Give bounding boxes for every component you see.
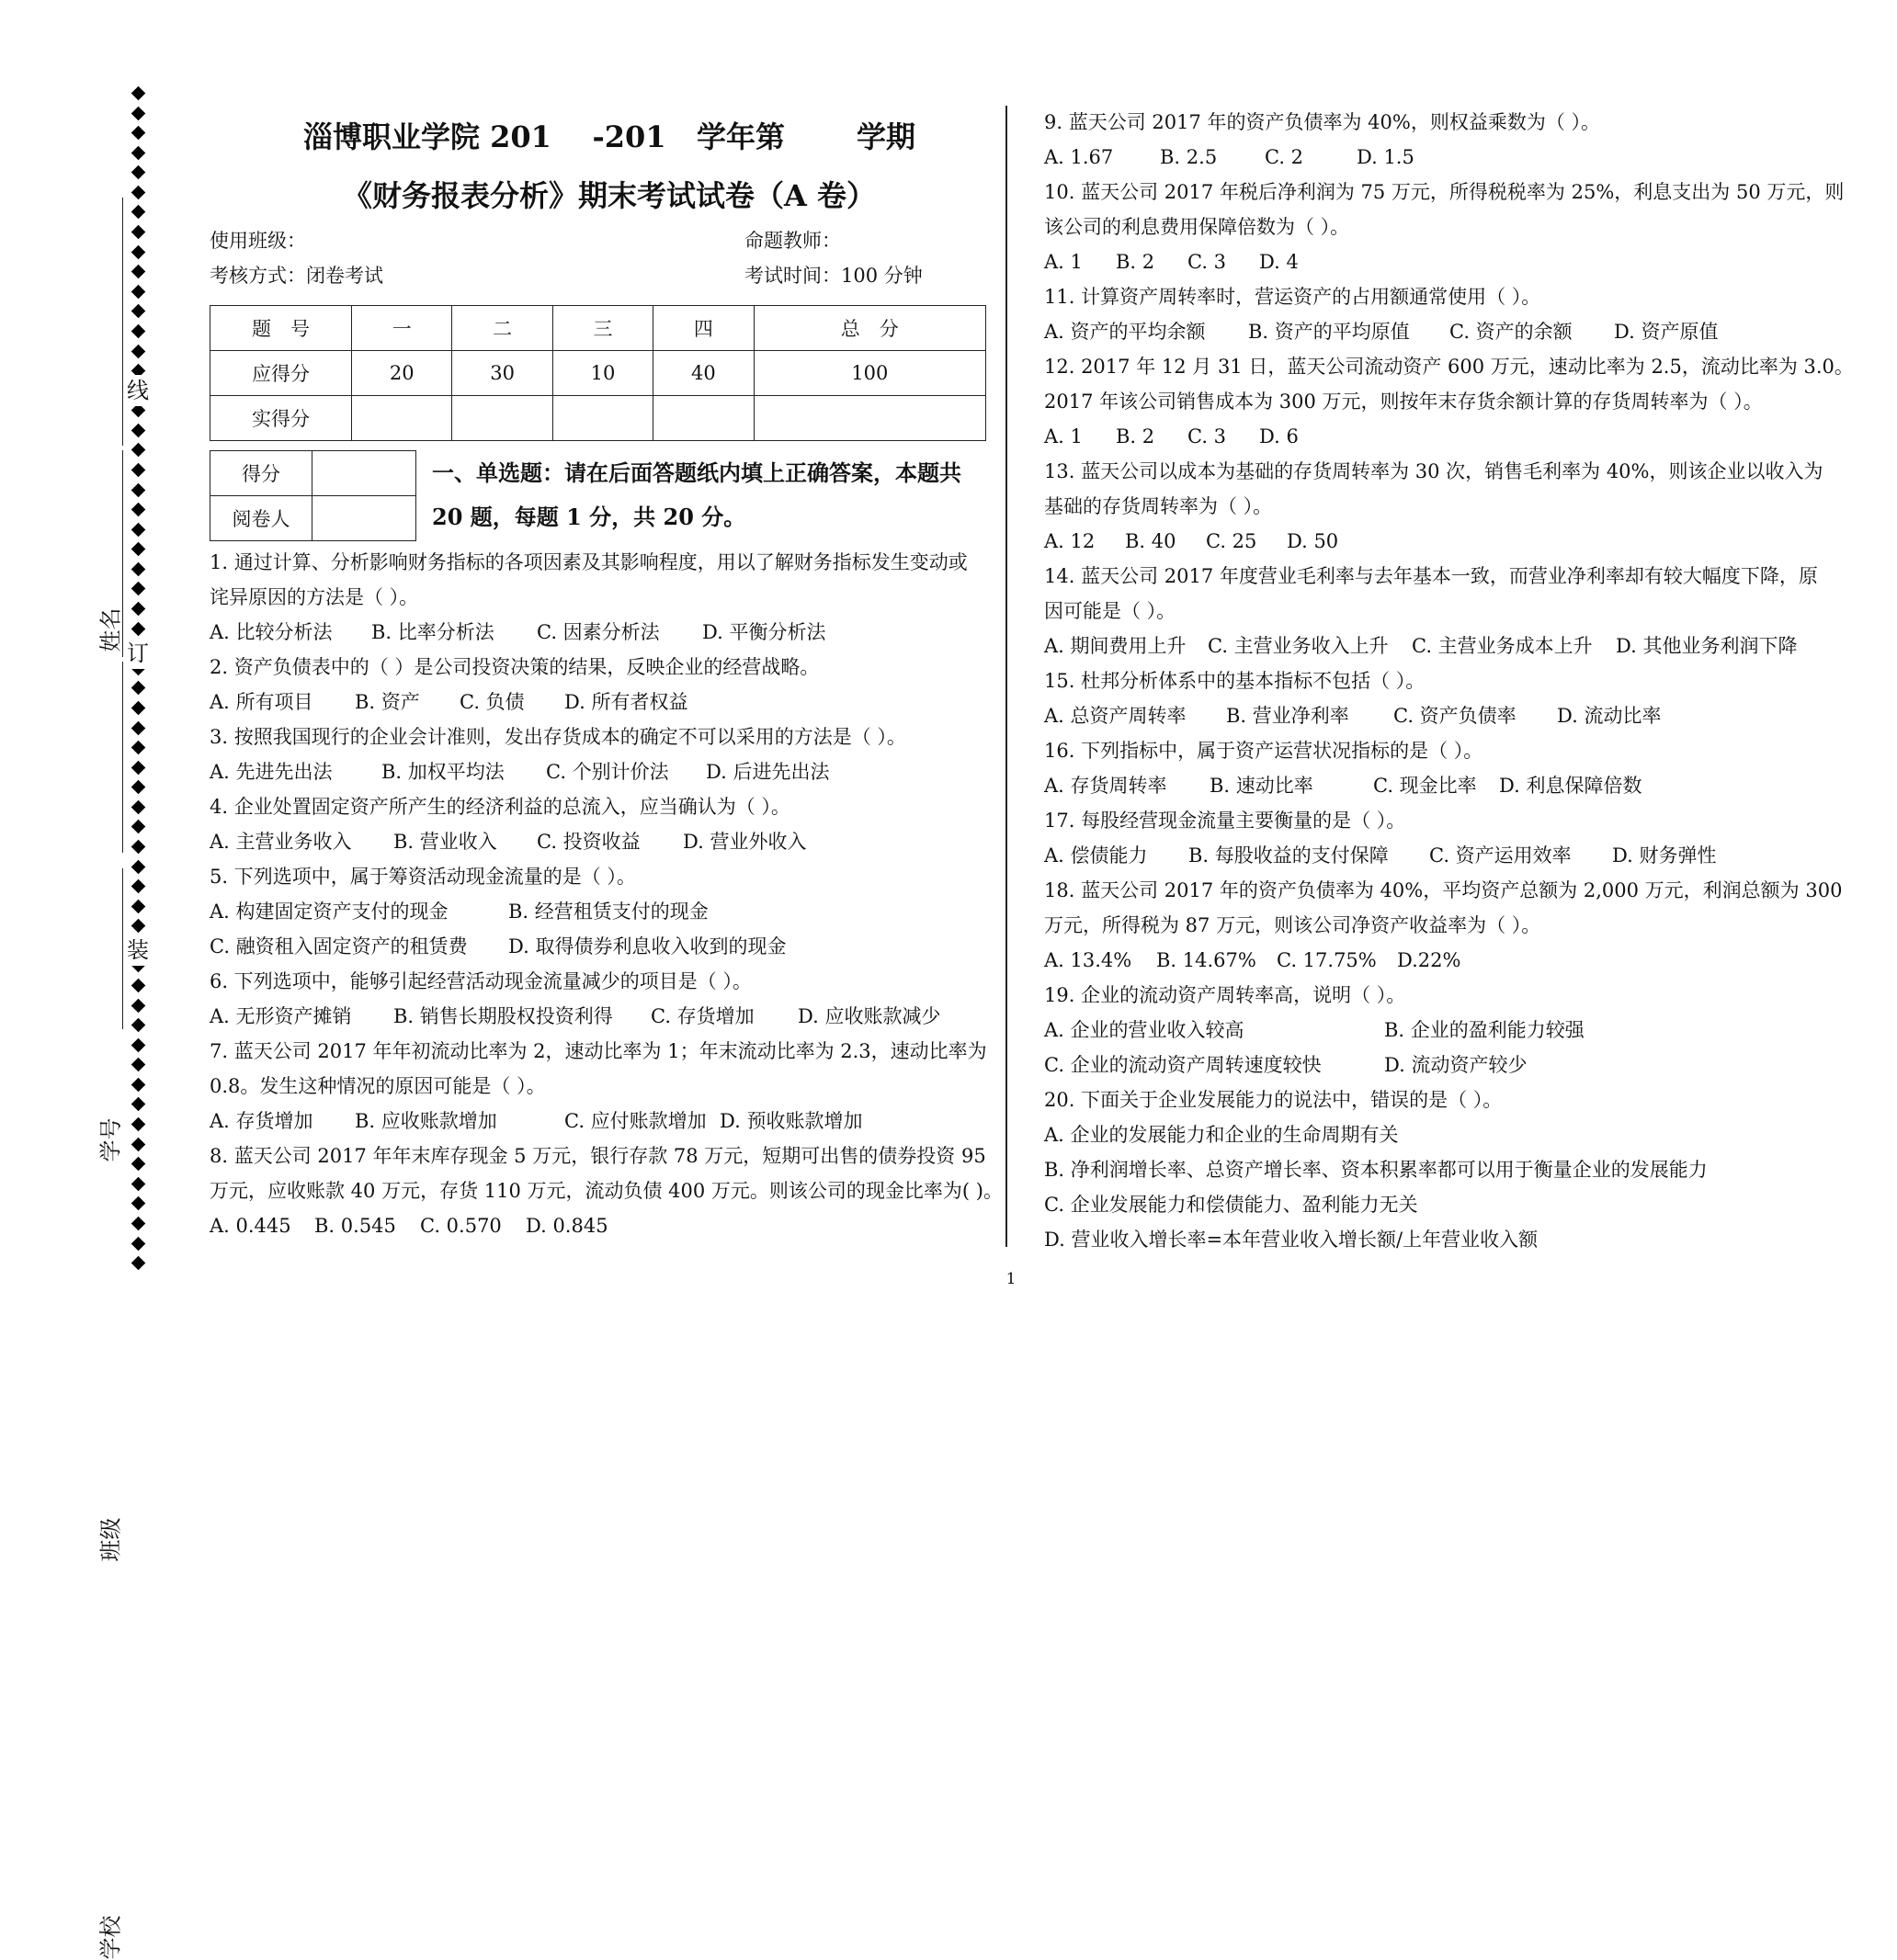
name-label: 姓名 <box>97 607 124 652</box>
answer-option[interactable]: A. 1.67 <box>1044 146 1114 168</box>
question-stem <box>210 719 906 754</box>
answer-option[interactable]: B. 净利润增长率、总资产增长率、资本积累率都可以用于衡量企业的发展能力 <box>1044 1159 1708 1181</box>
binding-diamond <box>131 244 145 259</box>
score-header-cell: 题 号 <box>210 306 352 351</box>
answer-option[interactable]: D. 预收账款增加 <box>720 1110 863 1132</box>
answer-option[interactable]: C. 资产负债率 <box>1393 705 1516 727</box>
answer-option[interactable]: A. 1 <box>1044 251 1083 273</box>
question-text-line: 19. 企业的流动资产周转率高，说明（ ）。 <box>1044 984 1406 1006</box>
answer-option[interactable]: D. 平衡分析法 <box>702 621 826 643</box>
question-text-line: 8. 蓝天公司 2017 年年末库存现金 5 万元，银行存款 78 万元，短期可出售的债券投资 95 <box>210 1145 986 1167</box>
answer-option[interactable]: B. 速动比率 <box>1210 775 1313 797</box>
binding-diamond <box>131 582 145 596</box>
answer-option[interactable]: C. 2 <box>1265 146 1304 168</box>
binding-diamond <box>131 602 145 617</box>
answer-option[interactable]: D.22% <box>1397 949 1461 971</box>
answer-option[interactable]: A. 存货周转率 <box>1044 775 1167 797</box>
answer-option[interactable]: C. 企业发展能力和偿债能力、盈利能力无关 <box>1044 1194 1418 1216</box>
question-stem <box>1044 803 1405 838</box>
answer-option[interactable]: A. 存货增加 <box>210 1110 313 1132</box>
score-header-cell: 一 <box>352 306 452 351</box>
exam-title-line2: 《财务报表分析》期末考试试卷（A 卷） <box>343 178 876 213</box>
answer-option[interactable]: D. 营业外收入 <box>683 831 807 853</box>
binding-diamond <box>131 1117 145 1132</box>
binding-diamond <box>131 265 145 279</box>
score-cell: 40 <box>653 351 754 396</box>
page-number: 1 <box>1005 1270 1017 1288</box>
binding-diamond <box>131 324 145 339</box>
binding-diamond <box>131 225 145 240</box>
answer-option[interactable]: C. 企业的流动资产周转速度较快 <box>1044 1054 1322 1076</box>
binding-diamond <box>131 126 145 141</box>
score-cell: 应得分 <box>210 351 352 396</box>
student-id-field[interactable] <box>88 450 129 1162</box>
answer-option[interactable]: D. 取得债券利息收入收到的现金 <box>508 935 787 957</box>
binding-diamond <box>131 463 145 478</box>
answer-option[interactable]: B. 2 <box>1116 251 1155 273</box>
question-text-line: 因可能是（ ）。 <box>1044 600 1176 622</box>
score-entry-cell[interactable] <box>552 396 653 441</box>
question-text-line: 15. 杜邦分析体系中的基本指标不包括（ ）。 <box>1044 670 1426 692</box>
exam-title-line1: 淄博职业学院 201 -201 学年第 学期 <box>303 119 915 154</box>
answer-option[interactable]: A. 偿债能力 <box>1044 844 1148 867</box>
binding-char-xian: 线 <box>123 375 153 406</box>
question-stem <box>1044 454 1823 524</box>
question-stem <box>210 1034 987 1104</box>
answer-option[interactable]: A. 构建固定资产支付的现金 <box>210 901 449 923</box>
answer-option[interactable]: C. 17.75% <box>1277 949 1377 971</box>
answer-option[interactable]: A. 总资产周转率 <box>1044 705 1187 727</box>
answer-option[interactable]: A. 主营业务收入 <box>210 831 352 853</box>
question-stem <box>1044 349 1854 419</box>
binding-diamond-border <box>131 88 145 1269</box>
score-table-header-row <box>210 306 986 351</box>
question-stem <box>210 545 968 615</box>
score-table-actual-row <box>210 396 986 441</box>
answer-option[interactable]: B. 营业净利率 <box>1226 705 1349 727</box>
answer-option[interactable]: B. 企业的盈利能力较强 <box>1384 1019 1585 1041</box>
answer-option[interactable]: D. 6 <box>1259 425 1299 448</box>
binding-diamond <box>131 1078 145 1093</box>
answer-option[interactable]: B. 14.67% <box>1156 949 1256 971</box>
answer-option[interactable]: B. 销售长期股权投资利得 <box>393 1005 613 1027</box>
question-text-line: 该公司的利息费用保障倍数为（ ）。 <box>1044 216 1350 238</box>
question-text-line: 万元，所得税为 87 万元，则该公司净资产收益率为（ ）。 <box>1044 914 1541 936</box>
question-stem <box>210 964 752 999</box>
question-text-line: 基础的存货周转率为（ ）。 <box>1044 495 1273 517</box>
answer-option[interactable]: A. 无形资产摊销 <box>210 1005 352 1027</box>
binding-diamond <box>131 443 145 458</box>
grade-score-label: 得分 <box>210 451 312 496</box>
answer-option[interactable]: A. 先进先出法 <box>210 761 333 783</box>
answer-option[interactable]: C. 融资租入固定资产的租赁费 <box>210 935 468 957</box>
question-text-line: 5. 下列选项中，属于筹资活动现金流量的是（ ）。 <box>210 866 636 888</box>
answer-option[interactable]: D. 财务弹性 <box>1612 844 1717 867</box>
question-text-line: 0.8。发生这种情况的原因可能是（ ）。 <box>210 1075 546 1097</box>
school-field-line <box>122 868 123 1029</box>
column-divider <box>1005 106 1007 1247</box>
score-entry-cell[interactable] <box>452 396 552 441</box>
grade-score-entry[interactable] <box>312 451 416 496</box>
score-header-cell: 四 <box>653 306 754 351</box>
question-text-line: 14. 蓝天公司 2017 年度营业毛利率与去年基本一致，而营业净利率却有较大幅度下降，原 <box>1044 565 1818 587</box>
name-field-line <box>122 198 123 446</box>
answer-option[interactable]: B. 2.5 <box>1160 146 1218 168</box>
binding-diamond <box>131 542 145 557</box>
question-text-line: 11. 计算资产周转率时，营运资产的占用额通常使用（ ）。 <box>1044 286 1541 308</box>
binding-diamond <box>131 86 145 101</box>
question-stem <box>1044 559 1818 629</box>
question-text-line: 7. 蓝天公司 2017 年年初流动比率为 2，速动比率为 1；年末流动比率为 2.3，速动比率为 <box>210 1040 987 1062</box>
score-cell: 实得分 <box>210 396 352 441</box>
question-text-line: 18. 蓝天公司 2017 年的资产负债率为 40%，平均资产总额为 2,000 万元，利润总额为 300 <box>1044 879 1843 901</box>
question-stem <box>1044 663 1425 698</box>
answer-option[interactable]: A. 企业的发展能力和企业的生命周期有关 <box>1044 1124 1399 1146</box>
student-id-label: 学号 <box>97 1117 124 1162</box>
score-cell: 30 <box>452 351 552 396</box>
score-entry-cell[interactable] <box>754 396 985 441</box>
answer-option[interactable]: B. 2 <box>1116 425 1155 448</box>
answer-option[interactable]: D. 流动资产较少 <box>1384 1054 1528 1076</box>
answer-option[interactable]: C. 因素分析法 <box>537 621 660 643</box>
binding-diamond <box>131 820 145 834</box>
question-stem <box>1044 733 1482 768</box>
question-text-line: 2. 资产负债表中的（ ）是公司投资决策的结果，反映企业的经营战略。 <box>210 656 820 678</box>
question-text-line: 4. 企业处置固定资产所产生的经济利益的总流入，应当确认为（ ）。 <box>210 796 790 818</box>
binding-diamond <box>131 998 145 1013</box>
answer-option[interactable]: A. 所有项目 <box>210 691 313 713</box>
binding-diamond <box>131 780 145 795</box>
question-text-line: 10. 蓝天公司 2017 年税后净利润为 75 万元，所得税税率为 25%，利息支出为 50 万元，则 <box>1044 181 1845 203</box>
answer-option[interactable]: C. 25 <box>1206 530 1257 552</box>
answer-option[interactable]: C. 0.570 <box>420 1215 502 1237</box>
question-text-line: 6. 下列选项中，能够引起经营活动现金流量减少的项目是（ ）。 <box>210 970 752 992</box>
binding-diamond <box>131 562 145 577</box>
score-entry-cell[interactable] <box>653 396 754 441</box>
class-label: 班级 <box>97 1517 124 1562</box>
question-text-line: 12. 2017 年 12 月 31 日，蓝天公司流动资产 600 万元，速动比率为 2.5，流动比率为 3.0。 <box>1044 356 1854 378</box>
binding-diamond <box>131 522 145 537</box>
name-field[interactable] <box>88 198 129 652</box>
score-entry-cell[interactable] <box>352 396 452 441</box>
grade-reviewer-entry[interactable] <box>312 496 416 541</box>
answer-option[interactable]: C. 主营业务收入上升 <box>1208 635 1389 657</box>
binding-diamond <box>131 681 145 696</box>
score-table-expected-row <box>210 351 986 396</box>
binding-diamond <box>131 919 145 934</box>
binding-diamond <box>131 165 145 180</box>
answer-option[interactable]: B. 40 <box>1125 530 1176 552</box>
question-stem <box>1044 873 1842 943</box>
question-stem <box>210 789 790 824</box>
binding-diamond <box>131 1157 145 1172</box>
binding-diamond <box>131 205 145 220</box>
binding-diamond <box>131 760 145 775</box>
answer-option[interactable]: B. 资产的平均原值 <box>1248 321 1410 343</box>
answer-option[interactable]: C. 资产运用效率 <box>1429 844 1572 867</box>
binding-diamond <box>131 1037 145 1052</box>
answer-option[interactable]: A. 期间费用上升 <box>1044 635 1187 657</box>
binding-diamond <box>131 106 145 120</box>
score-cell: 100 <box>754 351 985 396</box>
teacher-info: 命题教师： <box>744 230 841 252</box>
binding-char-zhuang: 装 <box>123 935 153 966</box>
school-label: 学校 <box>97 1915 124 1960</box>
exam-time-info: 考试时间：100 分钟 <box>744 265 923 287</box>
question-stem <box>1044 1082 1502 1117</box>
binding-diamond <box>131 1058 145 1072</box>
binding-diamond <box>131 840 145 855</box>
binding-diamond <box>131 1196 145 1211</box>
binding-diamond <box>131 186 145 200</box>
question-text-line: 2017 年该公司销售成本为 300 万元，则按年末存货余额计算的存货周转率为（ ）。 <box>1044 391 1763 413</box>
section-heading-line2: 20 题，每题 1 分，共 20 分。 <box>432 504 746 530</box>
binding-diamond <box>131 1177 145 1192</box>
answer-option[interactable]: A. 1 <box>1044 425 1083 448</box>
binding-diamond <box>131 701 145 716</box>
answer-option[interactable]: D. 0.845 <box>526 1215 608 1237</box>
binding-diamond <box>131 899 145 913</box>
answer-option[interactable]: C. 3 <box>1187 425 1227 448</box>
answer-option[interactable]: C. 现金比率 <box>1373 775 1477 797</box>
binding-diamond <box>131 304 145 319</box>
score-table <box>210 305 986 441</box>
score-cell: 20 <box>352 351 452 396</box>
answer-option[interactable]: D. 其他业务利润下降 <box>1616 635 1798 657</box>
question-stem <box>210 650 819 685</box>
question-text-line: 万元，应收账款 40 万元，存货 110 万元，流动负债 400 万元。则该公司的现金比率为( )。 <box>210 1180 1003 1202</box>
question-text-line: 17. 每股经营现金流量主要衡量的是（ ）。 <box>1044 810 1406 832</box>
answer-option[interactable]: C. 主营业务成本上升 <box>1412 635 1593 657</box>
section-heading <box>432 451 983 539</box>
binding-diamond <box>131 879 145 894</box>
binding-diamond <box>131 285 145 300</box>
binding-diamond <box>131 621 145 636</box>
answer-option[interactable]: A. 12 <box>1044 530 1096 552</box>
question-stem <box>210 1139 1003 1208</box>
answer-option[interactable]: C. 投资收益 <box>537 831 641 853</box>
question-stem <box>1044 105 1600 140</box>
grade-box <box>210 450 416 541</box>
binding-diamond <box>131 800 145 815</box>
score-header-cell: 二 <box>452 306 552 351</box>
binding-diamond <box>131 1018 145 1033</box>
binding-diamond <box>131 1256 145 1271</box>
binding-char-ding: 订 <box>123 638 153 669</box>
answer-option[interactable]: D. 流动比率 <box>1557 705 1662 727</box>
question-text-line: 1. 通过计算、分析影响财务指标的各项因素及其影响程度，用以了解财务指标发生变动或 <box>210 551 968 573</box>
answer-option[interactable]: C. 3 <box>1187 251 1227 273</box>
question-text-line: 13. 蓝天公司以成本为基础的存货周转率为 30 次，销售毛利率为 40%，则该企业以收入为 <box>1044 460 1823 482</box>
question-text-line: 20. 下面关于企业发展能力的说法中，错误的是（ ）。 <box>1044 1089 1503 1111</box>
binding-diamond <box>131 424 145 438</box>
answer-option[interactable]: B. 应收账款增加 <box>355 1110 497 1132</box>
question-text-line: 9. 蓝天公司 2017 年的资产负债率为 40%，则权益乘数为（ ）。 <box>1044 111 1601 133</box>
binding-diamond <box>131 1137 145 1151</box>
question-stem <box>1044 279 1540 314</box>
binding-diamond <box>131 482 145 497</box>
answer-option[interactable]: D. 营业收入增长率=本年营业收入增长额/上年营业收入额 <box>1044 1229 1539 1251</box>
binding-diamond <box>131 720 145 735</box>
answer-option[interactable]: A. 比较分析法 <box>210 621 333 643</box>
binding-diamond <box>131 1097 145 1112</box>
binding-diamond <box>131 145 145 160</box>
question-text-line: 16. 下列指标中，属于资产运营状况指标的是（ ）。 <box>1044 740 1483 762</box>
class-info: 使用班级： <box>210 230 306 252</box>
class-field-line <box>122 662 123 853</box>
answer-option[interactable]: B. 每股收益的支付保障 <box>1188 844 1389 867</box>
answer-option[interactable]: D. 资产原值 <box>1614 321 1719 343</box>
score-cell: 10 <box>552 351 653 396</box>
question-text-line: 3. 按照我国现行的企业会计准则，发出存货成本的确定不可以采用的方法是（ ）。 <box>210 726 906 748</box>
binding-diamond <box>131 859 145 874</box>
answer-option[interactable]: B. 经营租赁支付的现金 <box>508 901 709 923</box>
answer-option[interactable]: D. 4 <box>1259 251 1299 273</box>
answer-option[interactable]: C. 应付账款增加 <box>564 1110 707 1132</box>
answer-option[interactable]: A. 13.4% <box>1044 949 1132 971</box>
answer-option[interactable]: B. 0.545 <box>314 1215 396 1237</box>
answer-option[interactable]: C. 存货增加 <box>651 1005 755 1027</box>
question-stem <box>1044 175 1844 244</box>
question-text-line: 诧异原因的方法是（ ）。 <box>210 586 419 608</box>
binding-diamond <box>131 503 145 517</box>
answer-option[interactable]: A. 0.445 <box>210 1215 291 1237</box>
answer-option[interactable]: D. 利息保障倍数 <box>1499 775 1642 797</box>
answer-option[interactable]: D. 1.5 <box>1357 146 1414 168</box>
answer-option[interactable]: A. 企业的营业收入较高 <box>1044 1019 1244 1041</box>
question-stem <box>1044 978 1405 1013</box>
answer-option[interactable]: D. 50 <box>1287 530 1339 552</box>
answer-option[interactable]: D. 应收账款减少 <box>798 1005 941 1027</box>
section-heading-line1: 一、单选题：请在后面答题纸内填上正确答案，本题共 <box>432 459 961 486</box>
answer-option[interactable]: B. 营业收入 <box>393 831 497 853</box>
score-header-cell: 总 分 <box>754 306 985 351</box>
score-header-cell: 三 <box>552 306 653 351</box>
answer-option[interactable]: C. 个别计价法 <box>546 761 669 783</box>
binding-diamond <box>131 1217 145 1231</box>
grade-reviewer-label: 阅卷人 <box>210 496 312 541</box>
answer-option[interactable]: B. 资产 <box>355 691 420 713</box>
binding-diamond <box>131 344 145 358</box>
answer-option[interactable]: A. 资产的平均余额 <box>1044 321 1206 343</box>
binding-diamond <box>131 741 145 755</box>
answer-option[interactable]: D. 所有者权益 <box>564 691 688 713</box>
question-stem <box>210 859 636 894</box>
answer-option[interactable]: C. 负债 <box>460 691 525 713</box>
exam-mode-info: 考核方式：闭卷考试 <box>210 265 383 287</box>
binding-diamond <box>131 1236 145 1251</box>
answer-option[interactable]: D. 后进先出法 <box>706 761 830 783</box>
answer-option[interactable]: C. 资产的余额 <box>1449 321 1573 343</box>
answer-option[interactable]: B. 比率分析法 <box>371 621 494 643</box>
binding-diamond <box>131 979 145 993</box>
answer-option[interactable]: B. 加权平均法 <box>381 761 505 783</box>
student-id-line <box>122 450 123 657</box>
